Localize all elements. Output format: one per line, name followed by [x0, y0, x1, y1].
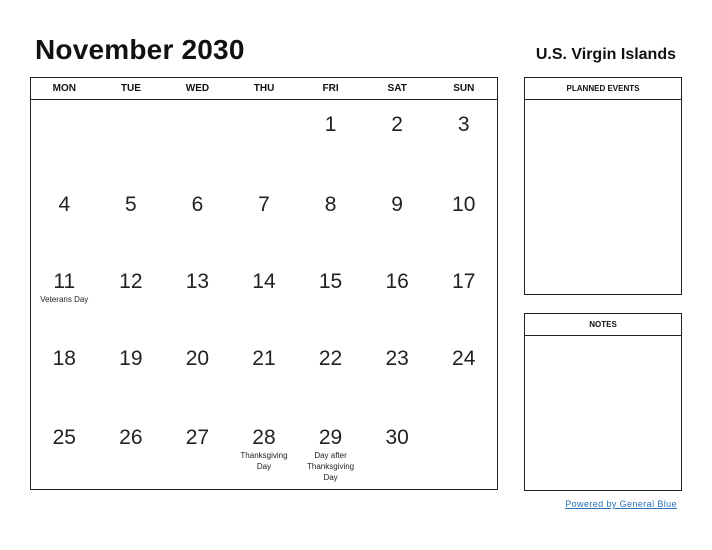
day-number: 27 — [185, 426, 210, 449]
day-number: 4 — [58, 193, 71, 216]
calendar-day — [31, 270, 98, 305]
day-number: 25 — [52, 426, 76, 449]
day-number: 2 — [391, 113, 403, 136]
weekday-fri: FRI — [322, 83, 339, 94]
calendar-day — [297, 347, 364, 371]
calendar-day — [430, 113, 497, 137]
weekday-sat: SAT — [387, 83, 407, 94]
planned-events-panel — [524, 77, 682, 295]
weekday-tue: TUE — [120, 83, 141, 94]
day-number: 9 — [391, 193, 403, 216]
notes-heading: NOTES — [525, 314, 681, 336]
day-number: 21 — [252, 347, 276, 370]
day-number: 23 — [385, 347, 409, 370]
page-title: November 2030 — [35, 34, 245, 65]
day-number: 14 — [252, 270, 276, 293]
calendar-day — [430, 270, 497, 294]
day-number: 5 — [125, 193, 137, 216]
region-label: U.S. Virgin Islands — [535, 46, 676, 63]
powered-by-link[interactable]: Powered by General Blue — [565, 499, 677, 509]
day-number: 1 — [324, 113, 337, 136]
holiday-label: Thanksgiving Day — [240, 451, 288, 471]
calendar-day — [98, 193, 165, 217]
calendar-day — [31, 347, 98, 371]
calendar-day — [430, 193, 497, 217]
calendar-day — [430, 347, 497, 371]
calendar-day — [98, 347, 165, 371]
day-number: 22 — [318, 347, 343, 370]
day-number: 29 — [318, 426, 343, 449]
notes-panel — [524, 313, 682, 491]
calendar-day — [98, 270, 165, 294]
calendar-day — [31, 193, 98, 217]
calendar-day — [231, 426, 298, 472]
day-number: 12 — [119, 270, 143, 293]
day-number: 18 — [52, 347, 76, 370]
calendar-day — [98, 426, 165, 450]
day-number: 11 — [53, 270, 76, 293]
calendar-day — [364, 426, 431, 450]
day-number: 28 — [252, 426, 276, 449]
calendar-day — [164, 193, 231, 217]
holiday-label: Veterans Day — [40, 295, 89, 304]
calendar-day — [364, 113, 431, 137]
day-number: 17 — [452, 270, 476, 293]
calendar-day — [231, 270, 298, 294]
calendar-day — [297, 193, 364, 217]
calendar-day — [31, 426, 98, 450]
day-number: 10 — [452, 193, 476, 216]
day-number: 7 — [258, 193, 270, 216]
day-number: 15 — [318, 270, 343, 293]
day-number: 24 — [452, 347, 476, 370]
day-grid — [31, 100, 497, 489]
calendar-day — [231, 347, 298, 371]
calendar-day — [364, 347, 431, 371]
day-number: 20 — [185, 347, 210, 370]
day-number: 6 — [191, 193, 204, 216]
calendar-day — [297, 270, 364, 294]
planned-events-heading: PLANNED EVENTS — [525, 78, 681, 100]
day-number: 19 — [119, 347, 143, 370]
day-number: 13 — [185, 270, 210, 293]
day-number: 26 — [119, 426, 143, 449]
day-number: 3 — [457, 113, 470, 136]
day-number: 8 — [324, 193, 337, 216]
calendar-day — [164, 426, 231, 450]
calendar-day — [231, 193, 298, 217]
weekday-wed: WED — [185, 83, 210, 94]
calendar-day — [364, 193, 431, 217]
calendar-day — [297, 113, 364, 137]
calendar-day — [164, 270, 231, 294]
weekday-mon: MON — [52, 83, 76, 94]
calendar-day — [297, 426, 364, 483]
weekday-header — [31, 78, 497, 100]
holiday-label: Day after Thanksgiving Day — [306, 451, 355, 482]
weekday-sun: SUN — [453, 83, 475, 94]
weekday-thu: THU — [253, 83, 275, 94]
month-calendar — [30, 77, 498, 490]
day-number: 16 — [385, 270, 409, 293]
calendar-day — [164, 347, 231, 371]
day-number: 30 — [385, 426, 409, 449]
calendar-day — [364, 270, 431, 294]
